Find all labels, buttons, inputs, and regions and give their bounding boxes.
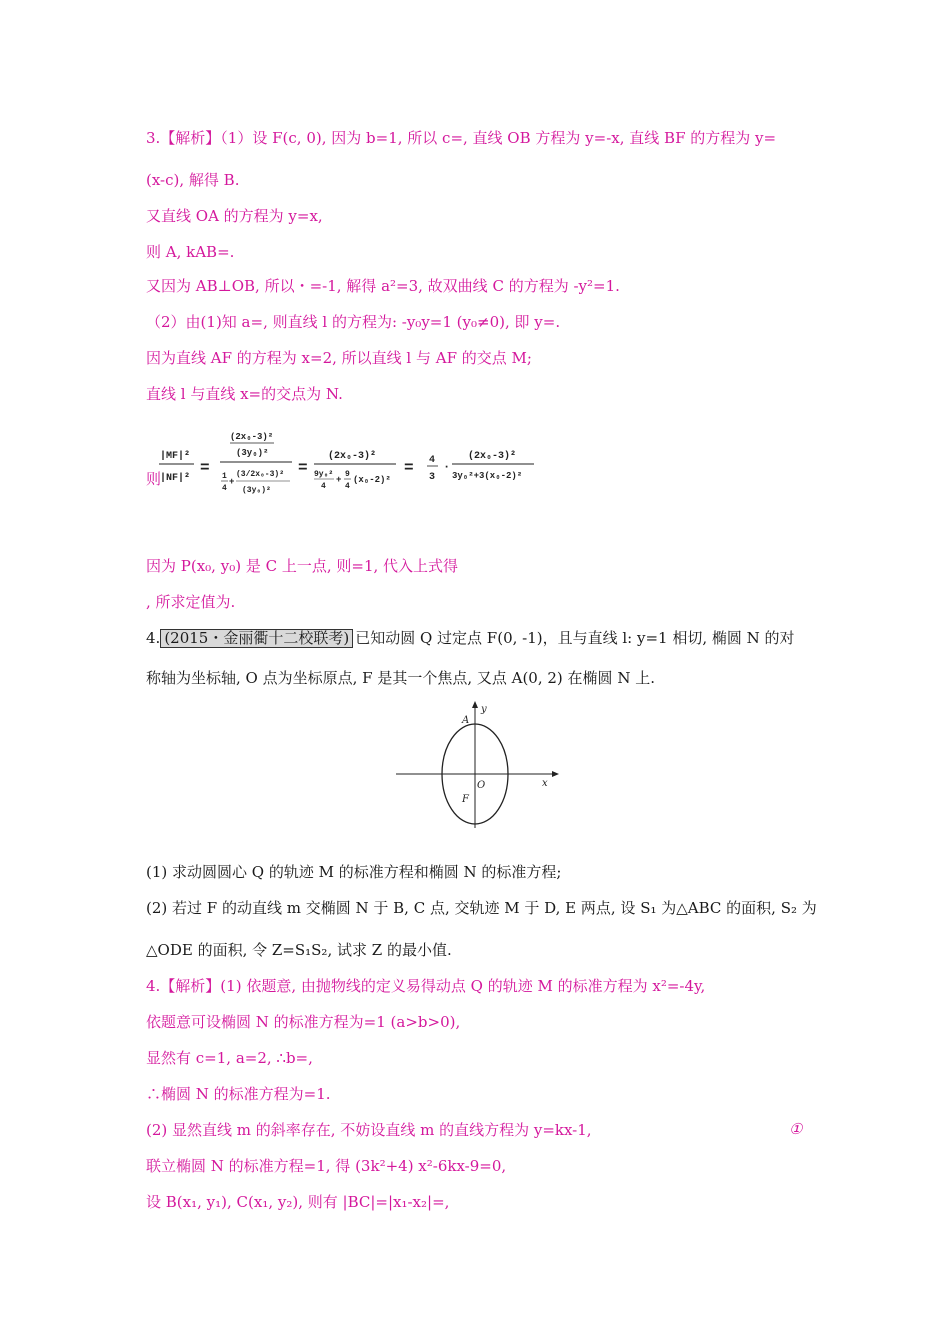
f1-inner-den: (3y₀)² (236, 448, 269, 458)
problem4-q2-b: △ODE 的面积, 令 Z=S₁S₂, 试求 Z 的最小值. (146, 941, 452, 959)
formula-prefix: 则 (146, 470, 162, 488)
label-x: x (542, 778, 548, 789)
f1-d5: (3y₀)² (242, 486, 271, 495)
sol4-line-5: (2) 显然直线 m 的斜率存在, 不妨设直线 m 的直线方程为 y=kx-1, (146, 1121, 592, 1139)
problem4-line-1 (146, 628, 795, 648)
f2-d3: + (336, 475, 342, 485)
label-a: A (462, 715, 470, 726)
f1-inner-num: (2x₀-3)² (230, 432, 274, 442)
problem4-q2-a: (2) 若过 F 的动直线 m 交椭圆 N 于 B, C 点, 交轨迹 M 于 D, E 两点, 设 S₁ 为△ABC 的面积, S₂ 为 (146, 899, 817, 917)
problem4-line-2: 称轴为坐标轴, O 点为坐标原点, F 是其一个焦点, 又点 A(0, 2) 在椭圆 N 上. (146, 669, 655, 687)
f2-d5: 4 (345, 482, 350, 491)
f1-d4: (3/2x₀-3)² (236, 470, 285, 479)
sol3-line-4: 则 A, kAB=. (146, 243, 235, 261)
label-y: y (481, 704, 487, 715)
formula-eq-1: = (200, 459, 210, 477)
equation-marker: ① (789, 1120, 803, 1138)
problem4-text-1: 已知动圆 Q 过定点 F(0, -1)，且与直线 l: y=1 相切, 椭圆 N 的对 (355, 629, 795, 647)
sol4-line-4: ∴椭圆 N 的标准方程为=1. (146, 1085, 331, 1103)
sol3-line-3: 又直线 OA 的方程为 y=x, (146, 207, 323, 225)
ratio-formula (146, 428, 546, 508)
f3-den: 3y₀²+3(x₀-2)² (452, 471, 523, 481)
f1-d2: 4 (222, 484, 227, 493)
f1-d1: 1 (222, 472, 227, 481)
problem4-q1: (1) 求动圆圆心 Q 的轨迹 M 的标准方程和椭圆 N 的标准方程; (146, 863, 562, 881)
f3-dot: · (443, 460, 451, 474)
problem4-number: 4. (146, 629, 161, 647)
sol4-line-3: 显然有 c=1, a=2, ∴b=, (146, 1049, 313, 1067)
sol4-line-2: 依题意可设椭圆 N 的标准方程为=1 (a>b>0), (146, 1013, 461, 1031)
sol3-line-9: 因为 P(x₀, y₀) 是 C 上一点, 则=1, 代入上式得 (146, 557, 459, 575)
f3-b: 3 (429, 472, 436, 483)
ellipse-figure (396, 700, 562, 828)
f3-num: (2x₀-3)² (468, 451, 517, 462)
sol4-line-1: 4.【解析】(1) 依题意, 由抛物线的定义易得动点 Q 的轨迹 M 的标准方程为 x²=-4y, (146, 977, 706, 995)
sol3-line-7: 因为直线 AF 的方程为 x=2, 所以直线 l 与 AF 的交点 M; (146, 349, 532, 367)
f2-num: (2x₀-3)² (328, 451, 377, 462)
formula-eq-2: = (298, 459, 308, 477)
sol3-line-10: , 所求定值为. (146, 593, 236, 611)
f2-d2: 4 (321, 482, 326, 491)
sol3-line-2: (x-c), 解得 B. (146, 171, 240, 189)
f2-d1: 9y₀² (314, 470, 334, 479)
label-o: O (477, 780, 486, 791)
sol3-line-5: 又因为 AB⊥OB, 所以・=-1, 解得 a²=3, 故双曲线 C 的方程为 -y²=1. (146, 277, 620, 295)
sol3-line-1: 3.【解析】（1）设 F(c, 0), 因为 b=1, 所以 c=, 直线 OB 方程为 y=-x, 直线 BF 的方程为 y= (146, 129, 777, 147)
formula-eq-3: = (404, 459, 414, 477)
sol3-line-6: （2）由(1)知 a=, 则直线 l 的方程为: -y₀y=1 (y₀≠0), 即 y=. (146, 313, 561, 331)
formula-lhs-den: |NF|² (160, 473, 191, 484)
sol4-line-6: 联立椭圆 N 的标准方程=1, 得 (3k²+4) x²-6kx-9=0, (146, 1157, 507, 1175)
source-tag: (2015・金丽衢十二校联考) (160, 629, 353, 648)
sol3-line-8: 直线 l 与直线 x=的交点为 N. (146, 385, 343, 403)
label-f: F (462, 794, 469, 805)
f2-d4: 9 (345, 470, 350, 479)
f3-a: 4 (429, 455, 436, 466)
formula-lhs-num: |MF|² (160, 451, 191, 462)
f2-d6: (x₀-2)² (353, 475, 391, 485)
f1-d3: + (229, 477, 235, 487)
sol4-line-7: 设 B(x₁, y₁), C(x₁, y₂), 则有 |BC|=|x₁-x₂|=, (146, 1193, 450, 1211)
